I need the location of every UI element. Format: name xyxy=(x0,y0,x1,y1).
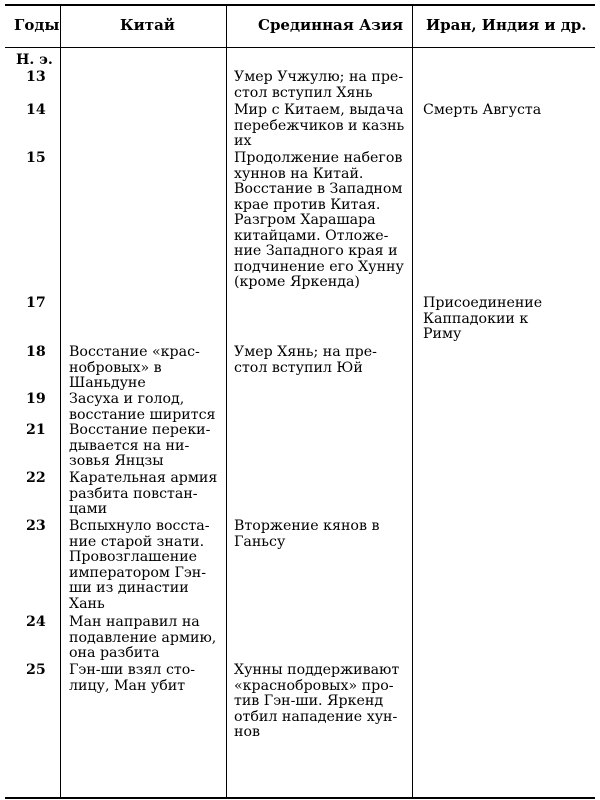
central-asia-18: Умер Хянь; на пре- стол вступил Юй xyxy=(234,344,377,376)
year-13: 13 xyxy=(26,69,46,85)
central-asia-13: Умер Учжулю; на пре- стол вступил Хянь xyxy=(234,69,404,101)
header-rule xyxy=(5,47,595,48)
year-17: 17 xyxy=(26,295,46,311)
year-22: 22 xyxy=(26,470,46,486)
china-18: Восстание «крас- нобровых» в Шаньдуне xyxy=(69,344,200,391)
china-23: Вспыхнуло восста- ние старой знати. Провозглашение императором Гэн- ши из династии Хань xyxy=(69,518,210,612)
header-years: Годы xyxy=(14,16,60,34)
china-22: Карательная армия разбита повстан- цами xyxy=(69,470,218,517)
year-21: 21 xyxy=(26,422,46,438)
iran-17: Присоединение Каппадокии к Риму xyxy=(423,295,543,342)
china-24: Ман направил на подавление армию, она разбита xyxy=(69,614,217,661)
central-asia-23: Вторжение кянов в Ганьсу xyxy=(234,518,380,550)
year-15: 15 xyxy=(26,150,46,166)
central-asia-25: Хунны поддерживают «краснобровых» про- тив Гэн-ши. Яркенд отбил нападение хун- нов xyxy=(234,662,400,740)
year-19: 19 xyxy=(26,391,46,407)
column-divider xyxy=(226,5,227,798)
column-divider xyxy=(60,5,61,798)
year-25: 25 xyxy=(26,662,46,678)
china-25: Гэн-ши взял сто- лицу, Ман убит xyxy=(69,662,196,694)
central-asia-15: Продолжение набегов хуннов на Китай. Восстание в Западном крае против Китая. Разгром Харашара китайцами. Отложе- ние Западного края и подчинение его Хунну (кроме Яркенда) xyxy=(234,150,404,290)
top-rule xyxy=(5,4,595,6)
era-label: Н. э. xyxy=(16,52,53,68)
central-asia-14: Мир с Китаем, выдача перебежчиков и казнь их xyxy=(234,102,405,149)
china-21: Восстание переки- дывается на ни- зовья Янцзы xyxy=(69,422,211,469)
year-24: 24 xyxy=(26,614,46,630)
year-23: 23 xyxy=(26,518,46,534)
china-19: Засуха и голод, восстание ширится xyxy=(69,391,216,423)
iran-14: Смерть Августа xyxy=(423,102,542,118)
header-iran-india: Иран, Индия и др. xyxy=(426,16,587,34)
year-14: 14 xyxy=(26,102,46,118)
column-divider xyxy=(412,5,413,798)
header-china: Китай xyxy=(120,16,175,34)
year-18: 18 xyxy=(26,344,46,360)
bottom-rule xyxy=(5,797,595,799)
header-central-asia: Срединная Азия xyxy=(258,16,404,34)
